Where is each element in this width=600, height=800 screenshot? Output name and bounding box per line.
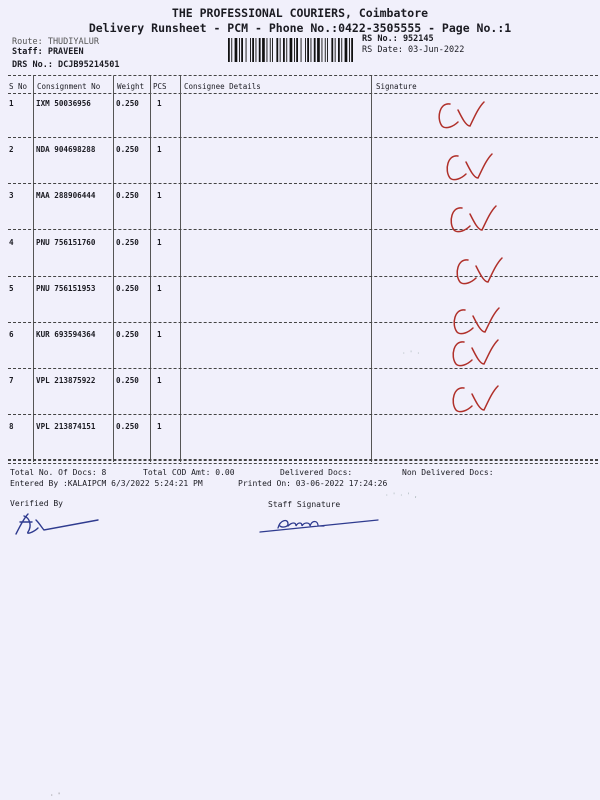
- row-pcs: 1: [157, 145, 162, 155]
- row-serial-number: 5: [9, 283, 14, 293]
- table-top-rule: [8, 75, 598, 76]
- row-weight: 0.250: [116, 283, 139, 293]
- total-docs: Total No. Of Docs: 8: [10, 468, 107, 477]
- printed-on: Printed On: 03-06-2022 17:24:26: [238, 479, 388, 488]
- row-weight: 0.250: [116, 376, 139, 386]
- row-consignment-number: VPL 213875922: [36, 376, 96, 386]
- row-serial-number: 1: [9, 99, 14, 108]
- staff-signature-label: Staff Signature: [268, 500, 341, 509]
- staff-label: Staff: PRAVEEN: [12, 47, 84, 57]
- route-label: Route: THUDIYALUR: [12, 37, 99, 47]
- column-divider: [150, 76, 151, 462]
- delivery-signature: [440, 148, 510, 188]
- delivery-signature: [446, 380, 516, 420]
- company-title: THE PROFESSIONAL COURIERS, Coimbatore: [171, 6, 429, 20]
- row-pcs: 1: [157, 237, 162, 247]
- column-divider: [113, 76, 114, 462]
- delivery-signature: [444, 200, 514, 240]
- table-header-rule: [8, 93, 598, 94]
- staff-signature-mark: [258, 512, 383, 536]
- row-serial-number: 8: [9, 422, 14, 432]
- non-delivered-docs: Non Delivered Docs:: [402, 468, 494, 477]
- row-weight: 0.250: [116, 237, 139, 247]
- column-divider: [33, 76, 34, 462]
- stray-mark: · ' · ' ,: [385, 492, 418, 499]
- column-header-consignment: Consignment No: [37, 82, 101, 91]
- column-divider: [371, 76, 372, 462]
- row-serial-number: 7: [9, 376, 14, 386]
- row-pcs: 1: [157, 330, 162, 339]
- row-consignment-number: MAA 288906444: [36, 191, 96, 201]
- row-serial-number: 3: [9, 191, 14, 201]
- column-divider: [180, 76, 181, 462]
- row-weight: 0.250: [116, 330, 139, 339]
- row-consignment-number: VPL 213874151: [36, 422, 96, 432]
- runsheet-subtitle: Delivery Runsheet - PCM - Phone No.:0422-3505555 - Page No.:1: [88, 21, 512, 35]
- row-serial-number: 4: [9, 237, 14, 247]
- entered-by: Entered By :KALAIPCM 6/3/2022 5:24:21 PM: [10, 479, 203, 488]
- row-weight: 0.250: [116, 191, 139, 201]
- column-header-pcs: PCS: [153, 82, 167, 91]
- column-header-signature: Signature: [376, 82, 417, 91]
- delivered-docs: Delivered Docs:: [280, 468, 353, 477]
- rs-number: RS No.: 952145: [362, 34, 434, 44]
- table-bottom-rule: [8, 463, 598, 464]
- row-serial-number: 2: [9, 145, 14, 155]
- row-consignment-number: NDA 904698288: [36, 145, 96, 155]
- verified-by-signature: [10, 508, 105, 538]
- row-pcs: 1: [157, 422, 162, 432]
- row-pcs: 1: [157, 99, 162, 108]
- row-pcs: 1: [157, 376, 162, 386]
- total-cod-amount: Total COD Amt: 0.00: [143, 468, 235, 477]
- delivery-signature: [450, 252, 520, 292]
- row-consignment-number: PNU 756151760: [36, 237, 96, 247]
- row-weight: 0.250: [116, 99, 139, 108]
- stray-mark: · ' ·: [402, 350, 421, 357]
- row-divider: [8, 137, 598, 138]
- rs-date: RS Date: 03-Jun-2022: [362, 45, 465, 55]
- drs-number: DRS No.: DCJB95214501: [12, 60, 120, 70]
- stray-mark: · ': [50, 792, 61, 799]
- verified-by-label: Verified By: [10, 499, 63, 508]
- row-consignment-number: KUR 693594364: [36, 330, 96, 339]
- row-pcs: 1: [157, 191, 162, 201]
- row-weight: 0.250: [116, 145, 139, 155]
- row-consignment-number: PNU 756151953: [36, 283, 96, 293]
- row-consignment-number: IXM 50036956: [36, 99, 91, 108]
- column-header-sno: S No: [9, 82, 28, 91]
- delivery-signature: [446, 334, 516, 374]
- column-header-weight: Weight: [117, 82, 145, 91]
- row-divider: [8, 460, 598, 461]
- barcode: [228, 38, 356, 62]
- column-header-consignee: Consignee Details: [184, 82, 261, 91]
- delivery-signature: [432, 96, 502, 136]
- row-pcs: 1: [157, 283, 162, 293]
- row-weight: 0.250: [116, 422, 139, 432]
- row-serial-number: 6: [9, 330, 14, 339]
- table-bottom-rule: [8, 459, 598, 460]
